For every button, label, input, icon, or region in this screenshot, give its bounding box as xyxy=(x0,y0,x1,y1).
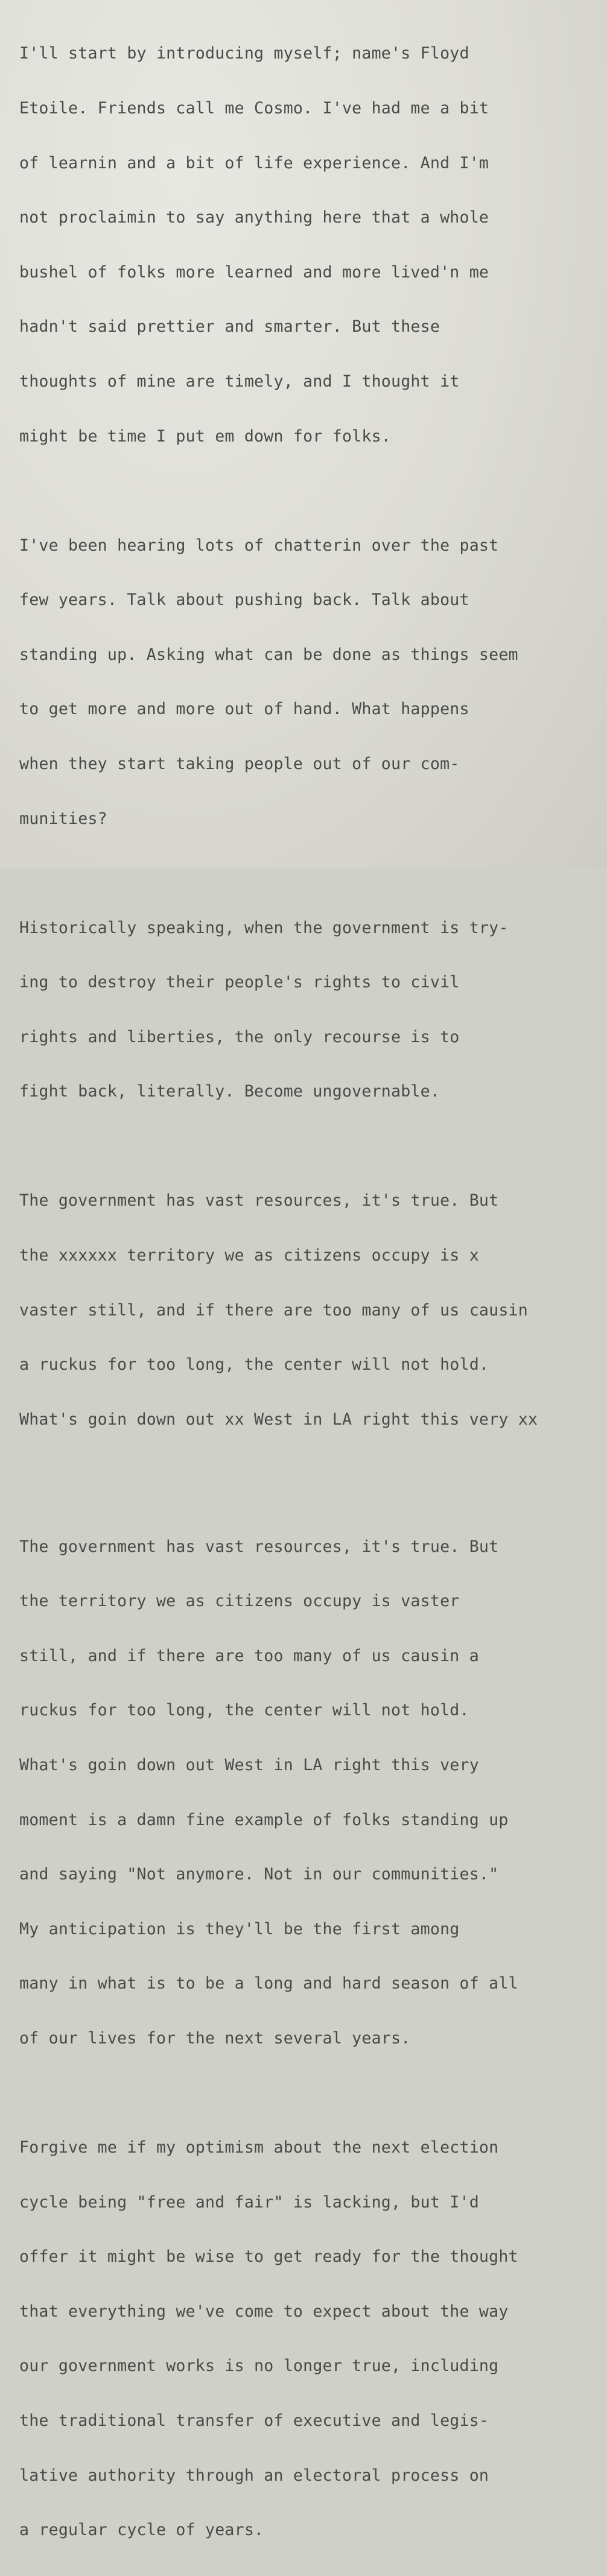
text-line: and saying "Not anymore. Not in our communities." xyxy=(19,1865,499,1884)
text-line: I've been hearing lots of chatterin over the past xyxy=(19,536,499,555)
typed-text-body xyxy=(19,8,599,2576)
text-line: ing to destroy their people's rights to civil xyxy=(19,973,460,992)
paragraph-gap xyxy=(19,864,599,882)
text-line: rights and liberties, the only recourse is to xyxy=(19,1027,460,1046)
text-line: fight back, literally. Become ungovernable. xyxy=(19,1082,440,1101)
text-line: What's goin down out West in LA right this very xyxy=(19,1756,479,1775)
text-line: Historically speaking, when the government is try- xyxy=(19,918,509,937)
text-line: a regular cycle of years. xyxy=(19,2521,264,2540)
text-line: The government has vast resources, it's true. But xyxy=(19,1191,499,1210)
text-line: hadn't said prettier and smarter. But these xyxy=(19,317,440,337)
text-line: The government has vast resources, it's true. But xyxy=(19,1537,499,1556)
text-line: thoughts of mine are timely, and I thought it xyxy=(19,372,460,391)
text-line: the territory we as citizens occupy is vaster xyxy=(19,1592,460,1611)
text-line: vaster still, and if there are too many of us causin xyxy=(19,1300,528,1320)
text-line: bushel of folks more learned and more lived'n me xyxy=(19,262,489,282)
paragraph-introduction xyxy=(19,8,599,482)
paragraph-chatter xyxy=(19,500,599,864)
paragraph-election-cycle xyxy=(19,2103,599,2576)
text-line: moment is a damn fine example of folks standing up xyxy=(19,1810,509,1829)
paragraph-gap xyxy=(19,2084,599,2103)
text-line: might be time I put em down for folks. xyxy=(19,426,392,446)
text-line: Forgive me if my optimism about the next election xyxy=(19,2138,499,2157)
paragraph-gap-large xyxy=(19,1465,599,1501)
text-line: What's goin down out xx West in LA right this very xx xyxy=(19,1410,538,1429)
text-line: a ruckus for too long, the center will not hold. xyxy=(19,1355,489,1375)
text-line: of learnin and a bit of life experience. And I'm xyxy=(19,153,489,172)
text-line: lative authority through an electoral process on xyxy=(19,2466,489,2485)
text-line: ruckus for too long, the center will not hold. xyxy=(19,1701,469,1720)
text-line: My anticipation is they'll be the first among xyxy=(19,1919,460,1938)
text-line: the traditional transfer of executive and legis- xyxy=(19,2411,489,2430)
paragraph-draft-with-strikeouts xyxy=(19,1156,599,1465)
text-line: Etoile. Friends call me Cosmo. I've had me a bit xyxy=(19,99,489,118)
text-line: to get more and more out of hand. What happens xyxy=(19,700,469,719)
paragraph-historically xyxy=(19,882,599,1138)
paragraph-government-resources xyxy=(19,1501,599,2084)
text-line: our government works is no longer true, including xyxy=(19,2356,499,2376)
text-line: offer it might be wise to get ready for the thought xyxy=(19,2247,518,2267)
text-line: of our lives for the next several years. xyxy=(19,2029,411,2048)
text-line: when they start taking people out of our com- xyxy=(19,754,460,773)
text-line: the xxxxxx territory we as citizens occupy is x xyxy=(19,1245,479,1265)
text-line: I'll start by introducing myself; name's Floyd xyxy=(19,44,469,63)
text-line: that everything we've come to expect about the way xyxy=(19,2302,509,2321)
text-line: standing up. Asking what can be done as things seem xyxy=(19,645,518,664)
text-line: few years. Talk about pushing back. Talk about xyxy=(19,590,469,610)
text-line: munities? xyxy=(19,809,107,828)
text-line: still, and if there are too many of us causin a xyxy=(19,1646,479,1665)
text-line: cycle being "free and fair" is lacking, but I'd xyxy=(19,2192,479,2212)
paragraph-gap xyxy=(19,482,599,500)
text-line: not proclaimin to say anything here that a whole xyxy=(19,208,489,227)
text-line: many in what is to be a long and hard season of all xyxy=(19,1974,518,1993)
paragraph-gap xyxy=(19,1138,599,1156)
